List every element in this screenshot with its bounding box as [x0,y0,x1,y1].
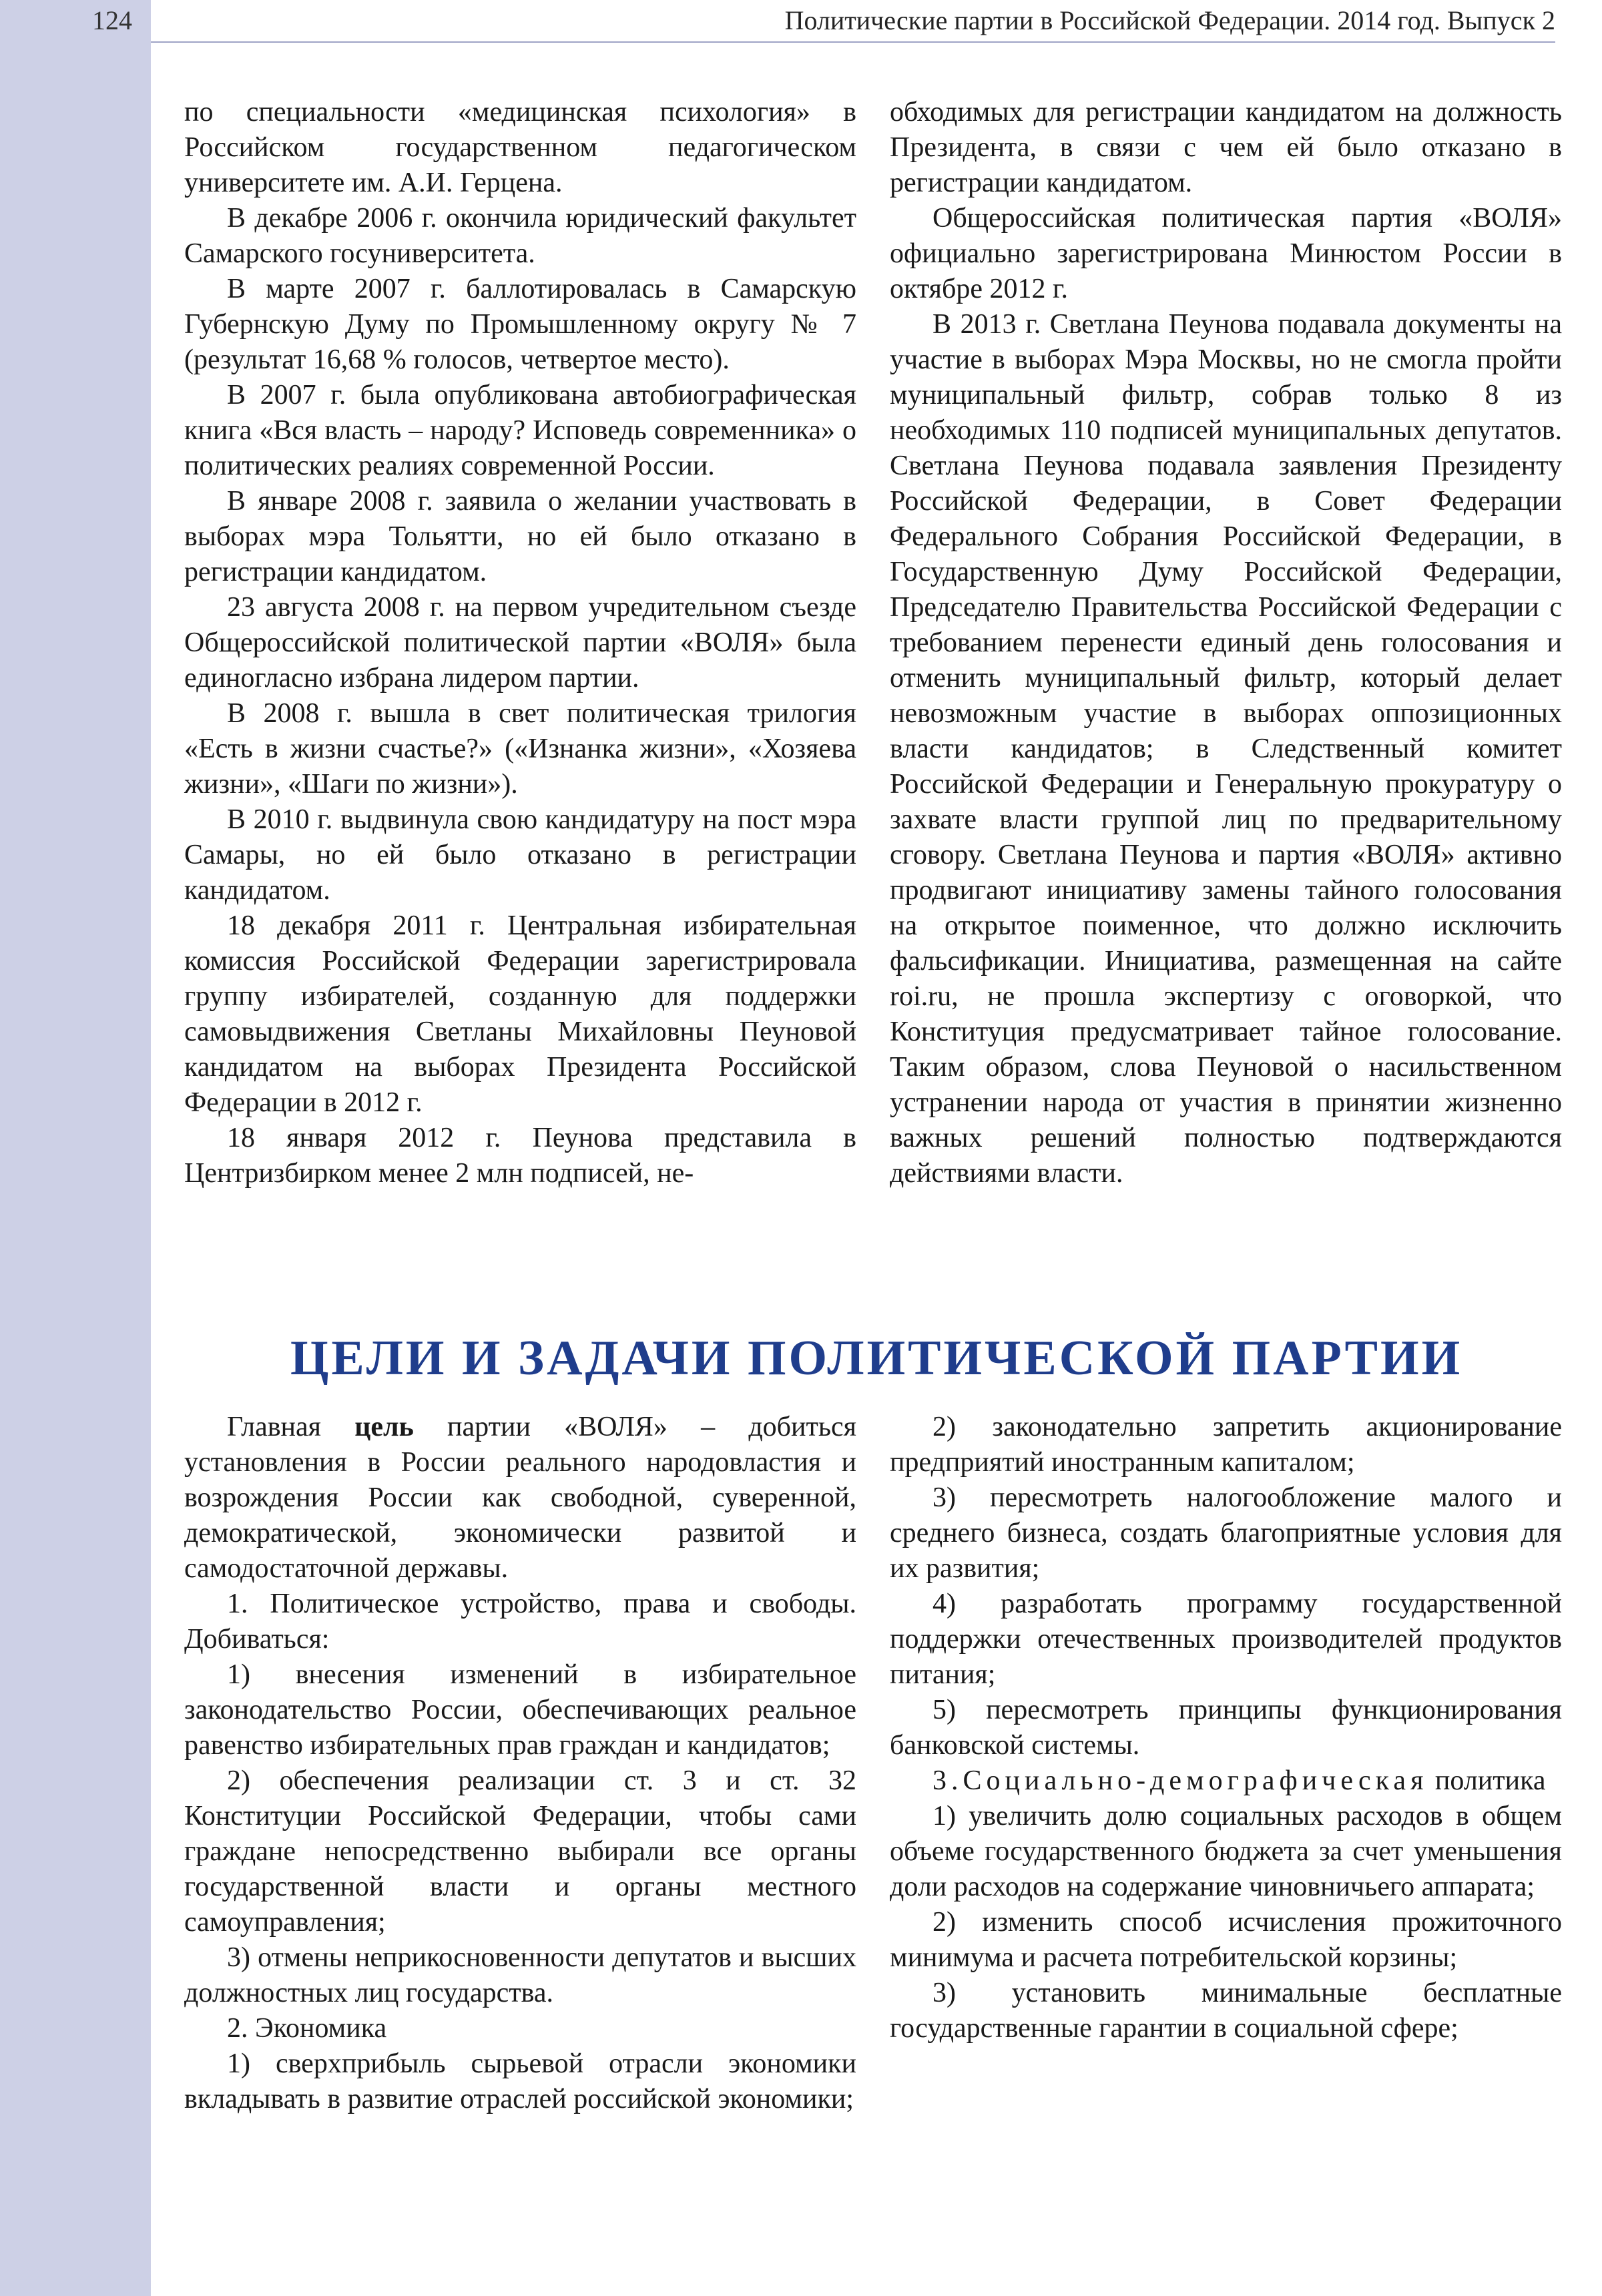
list-item: 4) разработать программу государственной поддержки отечественных производителей продуктов питания; [890,1589,1562,1690]
goal-intro-start: Главная [227,1412,355,1442]
goals-column-right [890,1410,1562,2117]
list-item: 1) сверхприбыль сырьевой отрасли экономики вкладывать в развитие отраслей российской экономики; [184,2048,856,2114]
paragraph: Общероссийская политическая партия «ВОЛЯ» официально зарегистрирована Минюстом России в октябре 2012 г. [890,203,1562,304]
paragraph: В марте 2007 г. баллотировалась в Самарскую Губернскую Думу по Промышленному округу № 7 (результат 16,68 % голосов, четвертое место). [184,274,856,375]
paragraph: В 2010 г. выдвинула свою кандидатуру на пост мэра Самары, но ей было отказано в регистрации кандидатом. [184,804,856,906]
list-item: 2. Экономика [227,2013,387,2044]
list-item: 2) законодательно запретить акционирование предприятий иностранным капиталом; [890,1412,1562,1478]
paragraph: В 2013 г. Светлана Пеунова подавала документы на участие в выборах Мэра Москвы, но не смогла пройти муниципальный фильтр, собрав только 8 из необходимых 110 подписей муниципальных депутатов. Светлана Пеунова подавала заявления Президенту Российской Федерации, в Совет Федерации Федерального Собрания Российской Федерации, в Государственную Думу Российской Федерации, Председателю Правительства Российской Федерации с требованием перенести единый день голосования и отменить муниципальный фильтр, который делает невозможным участие в выборах оппозиционных власти кандидатов; в Следственный комитет Российской Федерации и Генеральную прокуратуру о захвате власти группой лиц по предварительному сговору. Светлана Пеунова и партия «ВОЛЯ» активно продвигают инициативу замены тайного голосования на открытое поименное, что должно исключить фальсификации. Инициатива, размещенная на сайте roi.ru, не прошла экспертизу с оговоркой, что Конституция предусматривает тайное голосование. Таким образом, слова Пеуновой о насильственном устранении народа от участия в принятии жизненно важных решений полностью подтверждаются действиями власти. [890,309,1562,1189]
page-side-band [0,0,151,2296]
list-item: 1) увеличить долю социальных расходов в общем объеме государственного бюджета за счет уменьшения доли расходов на содержание чиновничьего аппарата; [890,1801,1562,1902]
list-item: 1. Политическое устройство, права и свободы. Добиваться: [184,1589,856,1655]
list-item: 2) обеспечения реализации ст. 3 и ст. 32 Конституции Российской Федерации, чтобы сами граждане непосредственно выбирали все органы государственной власти и органы местного самоуправления; [184,1765,856,1938]
page-number: 124 [92,5,132,35]
goals-column-left [184,1410,856,2117]
social-policy-heading [890,1763,1562,1799]
goal-intro-paragraph [184,1410,856,1587]
list-item: 3) пересмотреть налогообложение малого и среднего бизнеса, создать благоприятные условия для их развития; [890,1482,1562,1584]
paragraph: по специальности «медицинская психология» в Российском государственном педагогическом университете им. А.И. Герцена. [184,97,856,198]
goal-keyword: цель [354,1412,414,1442]
paragraph: обходимых для регистрации кандидатом на должность Президента, в связи с чем ей было отказано в регистрации кандидатом. [890,97,1562,198]
paragraph: В 2008 г. вышла в свет политическая трилогия «Есть в жизни счастье?» («Изнанка жизни», «Хозяева жизни», «Шаги по жизни»). [184,698,856,800]
social-heading-rest: политика [1434,1765,1546,1796]
biography-columns [184,95,1562,1191]
paragraph: 18 января 2012 г. Пеунова представила в Центризбирком менее 2 млн подписей, не- [184,1123,856,1189]
paragraph: В январе 2008 г. заявила о желании участвовать в выборах мэра Тольятти, но ей было отказано в регистрации кандидатом. [184,486,856,587]
list-item: 1) внесения изменений в избирательное законодательство России, обеспечивающих реальное равенство избирательных прав граждан и кандидатов; [184,1659,856,1761]
paragraph: 23 августа 2008 г. на первом учредительном съезде Общероссийской политической партии «ВОЛЯ» была единогласно избрана лидером партии. [184,592,856,693]
page-header [92,1,1555,43]
paragraph: 18 декабря 2011 г. Центральная избирательная комиссия Российской Федерации зарегистрировала группу избирателей, созданную для поддержки самовыдвижения Светланы Михайловны Пеуновой кандидатом на выборах Президента Российской Федерации в 2012 г. [184,910,856,1118]
biography-column-left [184,95,856,1191]
list-item: 2) изменить способ исчисления прожиточного минимума и расчета потребительской корзины; [890,1907,1562,1973]
list-item: 3) установить минимальные бесплатные государственные гарантии в социальной сфере; [890,1978,1562,2044]
social-heading-spaced: 3.Социально-демографическая [932,1765,1428,1796]
paragraph: В декабре 2006 г. окончила юридический факультет Самарского госуниверситета. [184,203,856,269]
list-item: 3) отмены неприкосновенности депутатов и высших должностных лиц государства. [184,1942,856,2008]
running-title: Политические партии в Российской Федерации. 2014 год. Выпуск 2 [784,5,1555,35]
list-item: 5) пересмотреть принципы функционирования банковской системы. [890,1695,1562,1761]
paragraph: В 2007 г. была опубликована автобиографическая книга «Вся власть – народу? Исповедь современника» о политических реалиях современной России. [184,380,856,481]
biography-column-right [890,95,1562,1191]
section-title: ЦЕЛИ И ЗАДАЧИ ПОЛИТИЧЕСКОЙ ПАРТИИ [290,1331,1463,1386]
goal-intro-rest: партии «ВОЛЯ» – добиться установления в России реального народовластия и возрождения России как свободной, суверенной, демократической, экономически развитой и самодостаточной державы. [184,1412,857,1584]
goals-columns [184,1410,1562,2117]
